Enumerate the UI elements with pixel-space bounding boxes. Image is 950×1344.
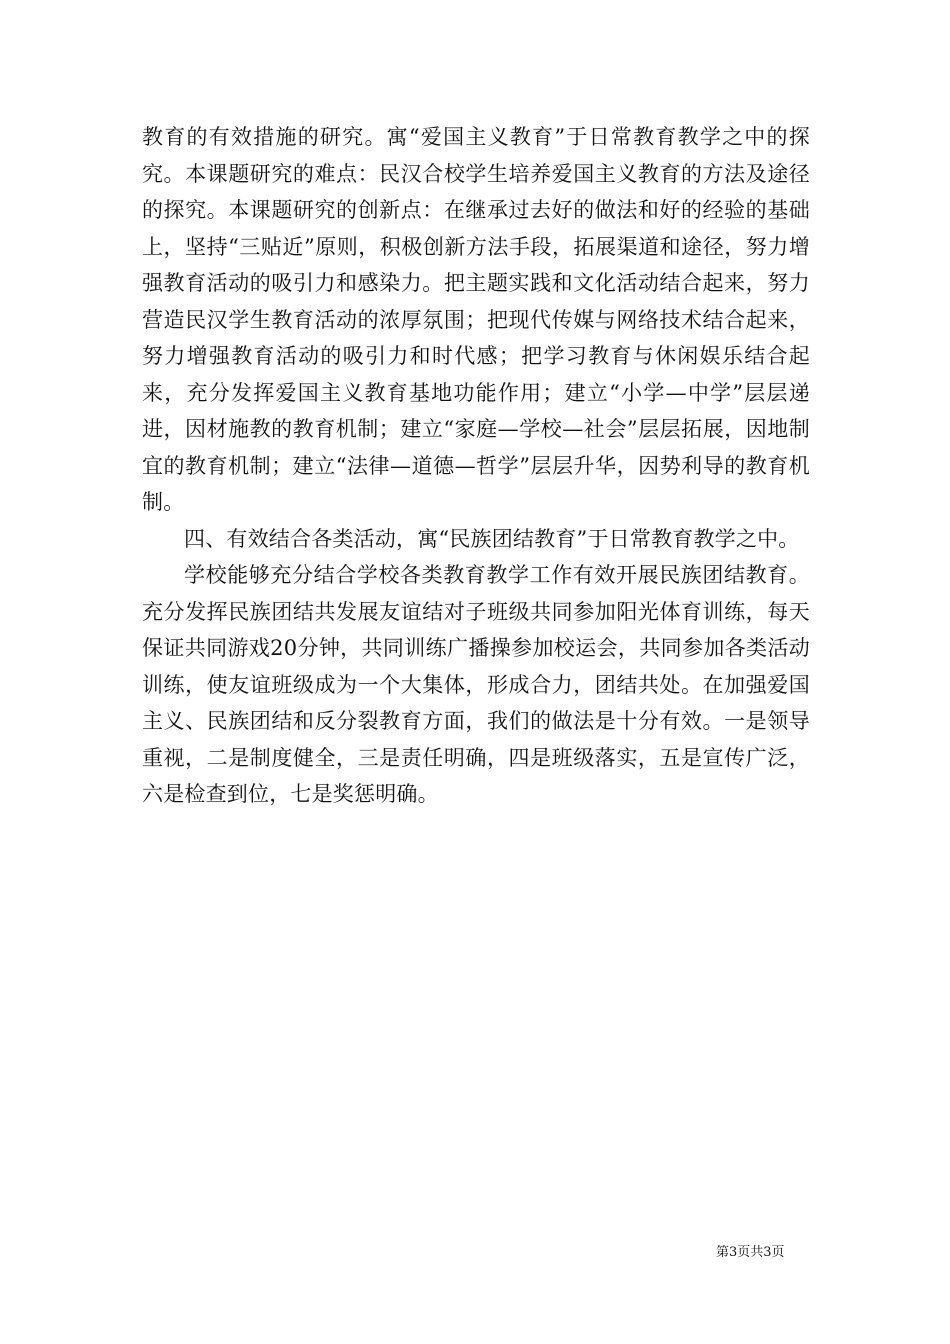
page-number-footer: 第3页共3页 bbox=[716, 1245, 785, 1260]
body-text bbox=[142, 119, 810, 813]
paragraph-3: 学校能够充分结合学校各类教育教学工作有效开展民族团结教育。充分发挥民族团结共发展友谊结对子班级共同参加阳光体育训练，每天保证共同游戏20分钟，共同训练广播操参加校运会，共同参加各类活动训练，使友谊班级成为一个大集体，形成合力，团结共处。在加强爱国主义、民族团结和反分裂教育方面，我们的做法是十分有效。一是领导重视，二是制度健全，三是责任明确，四是班级落实，五是宣传广泛，六是检查到位，七是奖惩明确。 bbox=[142, 563, 810, 806]
paragraph-2-section-heading: 四、有效结合各类活动，寓“民族团结教育”于日常教育教学之中。 bbox=[184, 526, 800, 551]
paragraph-1: 教育的有效措施的研究。寓“爱国主义教育”于日常教育教学之中的探究。本课题研究的难点：民汉合校学生培养爱国主义教育的方法及途径的探究。本课题研究的创新点：在继承过去好的做法和好的经验的基础上，坚持“三贴近”原则，积极创新方法手段，拓展渠道和途径，努力增强教育活动的吸引力和感染力。把主题实践和文化活动结合起来，努力营造民汉学生教育活动的浓厚氛围；把现代传媒与网络技术结合起来，努力增强教育活动的吸引力和时代感；把学习教育与休闲娱乐结合起来，充分发挥爱国主义教育基地功能作用；建立“小学—中学”层层递进，因材施教的教育机制；建立“家庭—学校—社会”层层拓展，因地制宜的教育机制；建立“法律—道德—哲学”层层升华，因势利导的教育机制。 bbox=[142, 125, 810, 514]
